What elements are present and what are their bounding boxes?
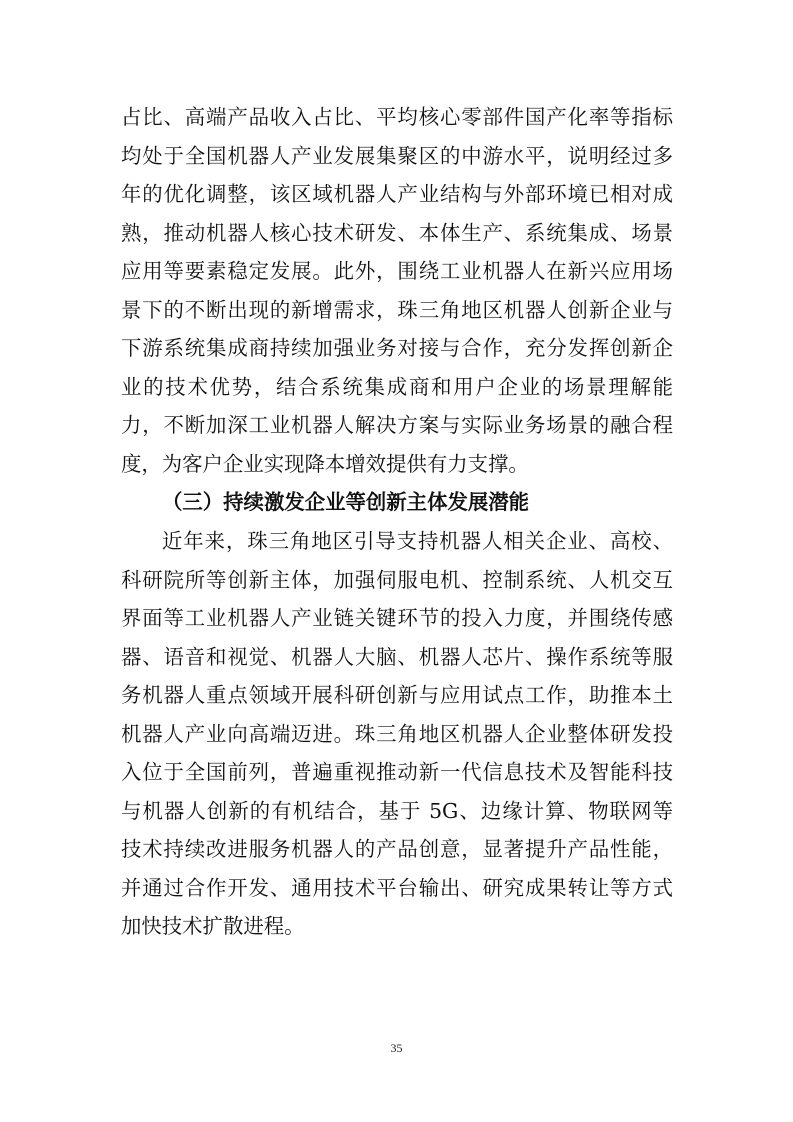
paragraph-last-line: 度，为客户企业实现降本增效提供有力支撑。 <box>121 451 529 476</box>
text-line: 占比、高端产品收入占比、平均核心零部件国产化率等指标 <box>121 105 673 129</box>
text-line: 景下的不断出现的新增需求，珠三角地区机器人创新企业与 <box>121 297 673 322</box>
text-line: 技术持续改进服务机器人的产品创意，显著提升产品性能， <box>121 837 673 862</box>
text-line: 熟，推动机器人核心技术研发、本体生产、系统集成、场景 <box>121 220 673 245</box>
text-line: 器、语音和视觉、机器人大脑、机器人芯片、操作系统等服 <box>121 644 673 669</box>
text-line: 与机器人创新的有机结合，基于 5G、边缘计算、物联网等 <box>121 798 673 823</box>
paragraph-last-line: 加快技术扩散进程。 <box>121 914 305 939</box>
text-line: 下游系统集成商持续加强业务对接与合作，充分发挥创新企 <box>121 336 673 361</box>
text-line: 业的技术优势，结合系统集成商和用户企业的场景理解能 <box>121 374 673 399</box>
text-line: 应用等要素稳定发展。此外，围绕工业机器人在新兴应用场 <box>121 259 673 284</box>
section-heading: （三）持续激发企业等创新主体发展潜能 <box>162 490 530 515</box>
text-line: 年的优化调整，该区域机器人产业结构与外部环境已相对成 <box>121 182 673 207</box>
body-text <box>121 98 673 946</box>
text-line: 入位于全国前列，普遍重视推动新一代信息技术及智能科技 <box>121 760 673 785</box>
text-line: 并通过合作开发、通用技术平台输出、研究成果转让等方式 <box>121 875 673 900</box>
paragraph-first-line: 近年来，珠三角地区引导支持机器人相关企业、高校、 <box>162 529 673 554</box>
text-line: 务机器人重点领域开展科研创新与应用试点工作，助推本土 <box>121 683 673 708</box>
text-line: 机器人产业向高端迈进。珠三角地区机器人企业整体研发投 <box>121 721 673 746</box>
text-line: 均处于全国机器人产业发展集聚区的中游水平，说明经过多 <box>121 143 673 168</box>
text-line: 科研院所等创新主体，加强伺服电机、控制系统、人机交互 <box>121 567 673 592</box>
text-line: 界面等工业机器人产业链关键环节的投入力度，并围绕传感 <box>121 606 673 631</box>
page-number: 35 <box>390 1041 403 1055</box>
text-line: 力，不断加深工业机器人解决方案与实际业务场景的融合程 <box>121 413 673 438</box>
